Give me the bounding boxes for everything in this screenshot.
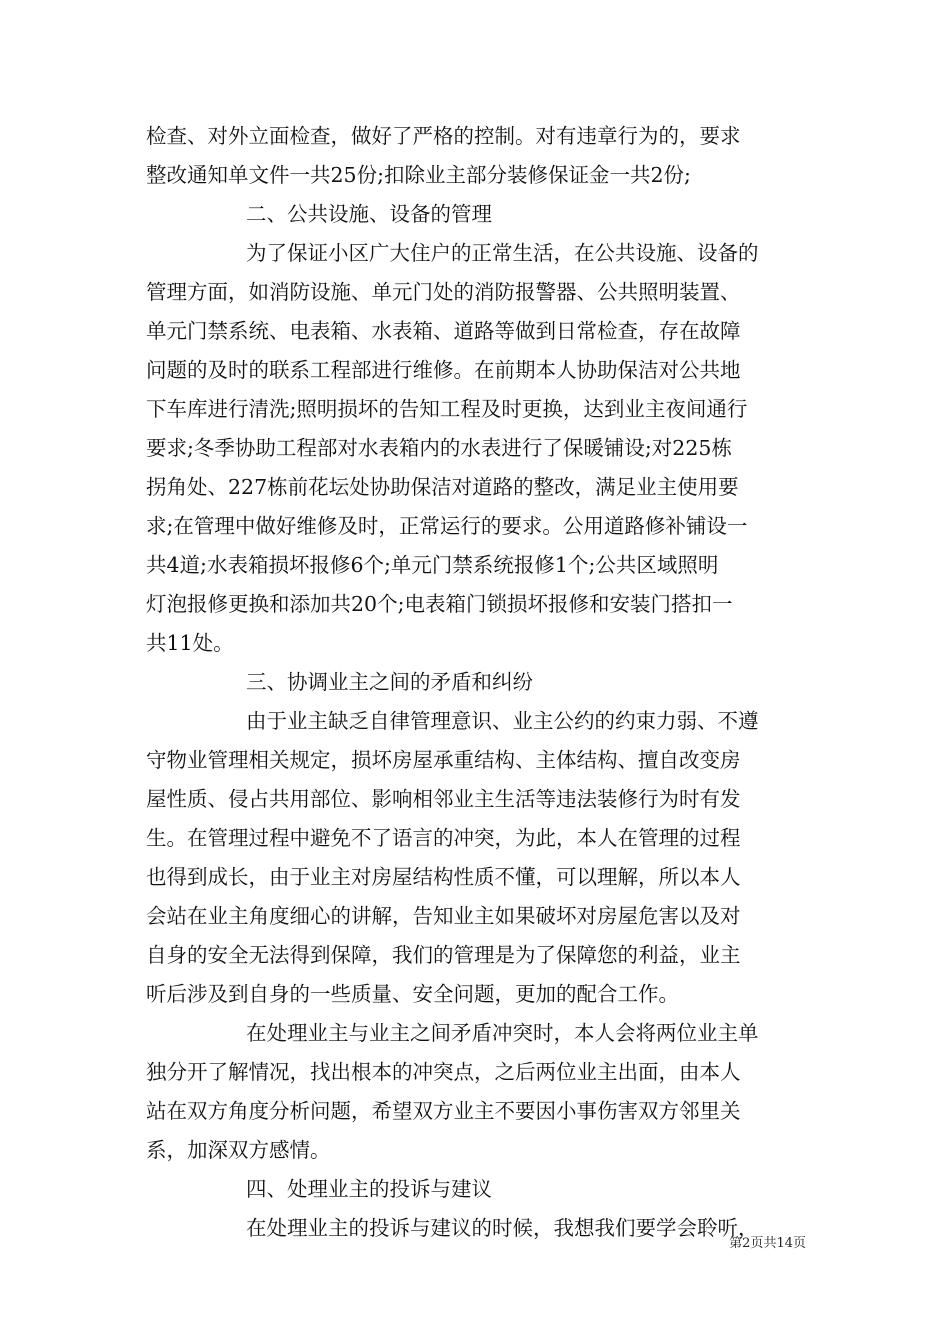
text-line: 整改通知单文件一共25份;扣除业主部分装修保证金一共2份; bbox=[146, 163, 691, 187]
text-line: 也得到成长，由于业主对房屋结构性质不懂，可以理解，所以本人 bbox=[146, 865, 741, 889]
paragraph-start: 在处理业主与业主之间矛盾冲突时，本人会将两位业主单 bbox=[246, 1021, 759, 1045]
section-heading-4: 四、处理业主的投诉与建议 bbox=[246, 1177, 492, 1201]
text-line: 拐角处、227栋前花坛处协助保洁对道路的整改，满足业主使用要 bbox=[146, 475, 739, 499]
paragraph-start: 在处理业主的投诉与建议的时候，我想我们要学会聆听， bbox=[246, 1216, 759, 1240]
text-line: 检查、对外立面检查，做好了严格的控制。对有违章行为的，要求 bbox=[146, 124, 741, 148]
text-line: 自身的安全无法得到保障，我们的管理是为了保障您的利益，业主 bbox=[146, 943, 741, 967]
section-heading-2: 二、公共设施、设备的管理 bbox=[246, 202, 492, 226]
section-heading-3: 三、协调业主之间的矛盾和纠纷 bbox=[246, 670, 533, 694]
page-number-footer: 第2页共14页 bbox=[729, 1236, 806, 1251]
text-line: 站在双方角度分析问题，希望双方业主不要因小事伤害双方邻里关 bbox=[146, 1099, 741, 1123]
text-line: 求;在管理中做好维修及时，正常运行的要求。公用道路修补铺设一 bbox=[146, 514, 748, 538]
paragraph-start: 为了保证小区广大住户的正常生活，在公共设施、设备的 bbox=[246, 241, 759, 265]
text-line: 问题的及时的联系工程部进行维修。在前期本人协助保洁对公共地 bbox=[146, 358, 741, 382]
text-line: 下车库进行清洗;照明损坏的告知工程及时更换，达到业主夜间通行 bbox=[146, 397, 748, 421]
text-line: 听后涉及到自身的一些质量、安全问题，更加的配合工作。 bbox=[146, 982, 679, 1006]
text-line: 独分开了解情况，找出根本的冲突点，之后两位业主出面，由本人 bbox=[146, 1060, 741, 1084]
text-line: 灯泡报修更换和添加共20个;电表箱门锁损坏报修和安装门搭扣一 bbox=[146, 592, 733, 616]
text-line: 要求;冬季协助工程部对水表箱内的水表进行了保暖铺设;对225栋 bbox=[146, 436, 732, 460]
text-line: 守物业管理相关规定，损坏房屋承重结构、主体结构、擅自改变房 bbox=[146, 748, 741, 772]
text-line: 会站在业主角度细心的讲解，告知业主如果破坏对房屋危害以及对 bbox=[146, 904, 741, 928]
text-line: 单元门禁系统、电表箱、水表箱、道路等做到日常检查，存在故障 bbox=[146, 319, 741, 343]
paragraph-start: 由于业主缺乏自律管理意识、业主公约的约束力弱、不遵 bbox=[246, 709, 759, 733]
text-line: 系，加深双方感情。 bbox=[146, 1138, 331, 1162]
text-line: 管理方面，如消防设施、单元门处的消防报警器、公共照明装置、 bbox=[146, 280, 741, 304]
document-body bbox=[146, 117, 806, 1248]
text-line: 生。在管理过程中避免不了语言的冲突，为此，本人在管理的过程 bbox=[146, 826, 741, 850]
text-line: 共4道;水表箱损坏报修6个;单元门禁系统报修1个;公共区域照明 bbox=[146, 553, 719, 577]
text-line: 共11处。 bbox=[146, 631, 234, 655]
text-line: 屋性质、侵占共用部位、影响相邻业主生活等违法装修行为时有发 bbox=[146, 787, 741, 811]
